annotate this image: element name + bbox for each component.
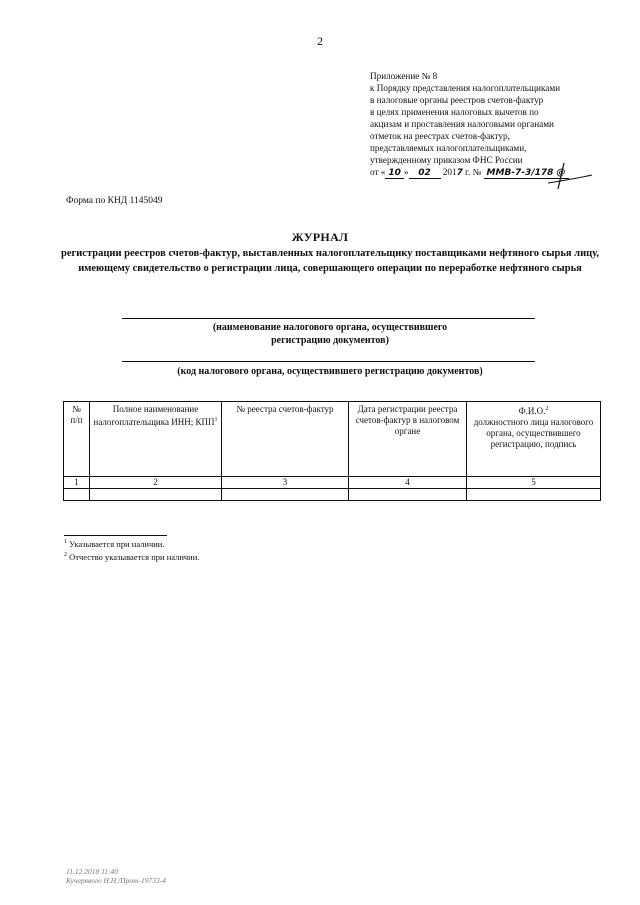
header-cell-registration-date: Дата регистрации реестра счетов-фактур в налоговом органе	[349, 402, 467, 477]
caption-line: (наименование налогового органа, осуществившего	[212, 322, 448, 333]
column-number: 1	[64, 477, 90, 489]
footnote-mark: 2	[64, 551, 67, 558]
column-number: 3	[222, 477, 349, 489]
registration-stamp	[66, 867, 166, 885]
order-year-prefix: 201	[442, 167, 457, 177]
authority-name-caption	[100, 321, 560, 347]
stamp-line: 11.12.2018 11:40	[66, 867, 119, 876]
order-number: ММВ-7-3/178 @	[484, 168, 569, 179]
order-month: 02	[409, 168, 441, 179]
footnote-ref: 1	[214, 417, 218, 423]
order-prefix: от «	[370, 167, 386, 177]
header-text: №	[72, 404, 81, 414]
column-number: 2	[90, 477, 222, 489]
registration-table	[63, 401, 601, 501]
appendix-line: Приложение № 8	[370, 71, 438, 81]
header-text: Ф.И.О.	[518, 406, 546, 416]
authority-code-line	[122, 361, 535, 362]
header-cell-official	[467, 402, 601, 477]
footnote-text: Указывается при наличии.	[67, 538, 165, 549]
footnote-1	[64, 537, 199, 550]
appendix-line: утвержденному приказом ФНС России	[370, 155, 523, 165]
header-text: Полное наименование налогоплательщика ИНН; КПП	[93, 404, 215, 427]
table-cell	[349, 489, 467, 501]
journal-title: ЖУРНАЛ	[291, 230, 349, 244]
appendix-line: к Порядку представления налогоплательщиками	[370, 83, 561, 93]
column-number: 4	[349, 477, 467, 489]
order-mid: »	[403, 167, 409, 177]
column-number: 5	[467, 477, 601, 489]
caption-line: регистрацию документов)	[271, 335, 389, 346]
form-code: Форма по КНД 1145049	[66, 196, 163, 206]
footnotes	[64, 537, 199, 563]
stamp-line: Кучерявого Н.Н./Прот-19733-4	[66, 876, 166, 885]
table-cell	[90, 489, 222, 501]
table-row	[64, 489, 601, 501]
table-cell	[467, 489, 601, 501]
appendix-line: в целях применения налоговых вычетов по	[370, 107, 539, 117]
order-year-suffix: г. №	[462, 167, 482, 177]
footnote-separator	[64, 535, 167, 536]
journal-subtitle: регистрации реестров счетов-фактур, выставленных налогоплательщику поставщиками нефтяного сырья лицу, имеющему свидетельство о регистрации лица, совершающего операции по переработке нефтяного сырья	[60, 248, 599, 274]
header-text: п/п	[70, 415, 83, 425]
authority-name-line	[122, 318, 535, 319]
footnote-ref: 2	[545, 406, 549, 412]
appendix-line: отметок на реестрах счетов-фактур,	[370, 131, 510, 141]
header-cell-number	[64, 402, 90, 477]
order-year-digit: 7	[456, 168, 463, 178]
table-cell	[222, 489, 349, 501]
appendix-line: акцизам и проставления налоговыми органами	[370, 119, 554, 129]
appendix-line: в налоговые органы реестров счетов-фактур	[370, 95, 544, 105]
table-header-row	[64, 402, 601, 477]
header-text: должностного лица налогового органа, осуществившего регистрацию, подпись	[473, 417, 594, 449]
table-number-row	[64, 477, 601, 489]
header-cell-taxpayer	[90, 402, 222, 477]
appendix-line: представляемых налогоплательщиками,	[370, 143, 527, 153]
header-cell-registry-number: № реестра счетов-фактур	[222, 402, 349, 477]
page-number: 2	[317, 34, 323, 48]
signature-mark	[540, 161, 600, 191]
footnote-text: Отчество указывается при наличии.	[67, 551, 200, 562]
footnote-mark: 1	[64, 539, 67, 545]
authority-code-caption: (код налогового органа, осуществившего регистрацию документов)	[177, 366, 483, 377]
footnote-2	[64, 550, 199, 563]
order-day: 10	[385, 168, 404, 179]
table-cell	[64, 489, 90, 501]
